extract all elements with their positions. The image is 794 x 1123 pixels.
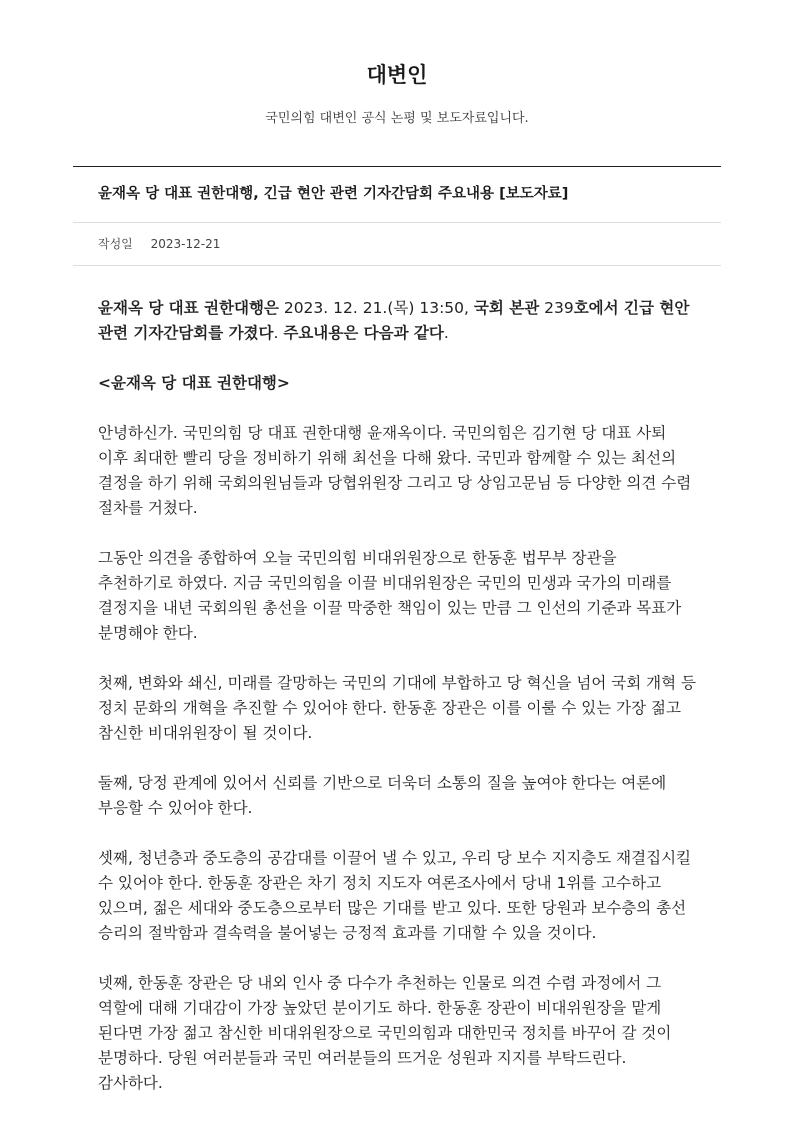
intro-bold-4: 주요내용은 다음과 같다 bbox=[283, 324, 444, 342]
site-header bbox=[0, 0, 794, 128]
site-description: 국민의힘 대변인 공식 논평 및 보도자료입니다. bbox=[265, 111, 529, 126]
intro-paragraph bbox=[98, 296, 696, 346]
body-paragraph: 셋째, 청년층과 중도층의 공감대를 이끌어 낼 수 있고, 우리 당 보수 지지층도 재결집시킬 수 있어야 한다. 한동훈 장관은 차기 정치 지도자 여론조사에서 당내 1위를 고수하고 있으며, 젊은 세대와 중도층으로부터 많은 기대를 받고 있다. 또한 당원과 보수층의 총선 승리의 절박함과 결속력을 불어넣는 긍정적 효과를 기대할 수 있을 것이다. bbox=[98, 849, 692, 942]
body-paragraph: 둘째, 당정 관계에 있어서 신뢰를 기반으로 더욱더 소통의 질을 높여야 한다는 여론에 부응할 수 있어야 한다. bbox=[98, 774, 667, 817]
date-label: 작성일 bbox=[98, 237, 133, 251]
body-paragraph: 넷째, 한동훈 장관은 당 내외 인사 중 다수가 추천하는 인물로 의견 수렴 과정에서 그 역할에 대해 기대감이 가장 높았던 분이기도 하다. 한동훈 장관이 비대위원장을 맡게 된다면 가장 젊고 참신한 비대위원장으로 국민의힘과 대한민국 정치를 바꾸어 갈 것이 분명하다. 당원 여러분들과 국민 여러분들의 뜨거운 성원과 지지를 부탁드린다. 감사하다. bbox=[98, 974, 672, 1092]
post-container bbox=[73, 166, 721, 1096]
post-date: 2023-12-21 bbox=[150, 237, 221, 251]
body-paragraph: 안녕하신가. 국민의힘 당 대표 권한대행 윤재옥이다. 국민의힘은 김기현 당 대표 사퇴 이후 최대한 빨리 당을 정비하기 위해 최선을 다해 왔다. 국민과 함께할 수 있는 최선의 결정을 하기 위해 국회의원님들과 당협위원장 그리고 당 상임고문님 등 다양한 의견 수렴 절차를 거쳤다. bbox=[98, 424, 692, 517]
intro-text-3: . bbox=[273, 324, 284, 342]
intro-bold-1: 윤재옥 당 대표 권한대행은 bbox=[98, 299, 279, 317]
section-heading-text: <윤재옥 당 대표 권한대행> bbox=[98, 374, 290, 392]
intro-text-4: . bbox=[443, 324, 449, 342]
post-meta bbox=[73, 223, 721, 266]
body-paragraph: 첫째, 변화와 쇄신, 미래를 갈망하는 국민의 기대에 부합하고 당 혁신을 넘어 국회 개혁 등 정치 문화의 개혁을 추진할 수 있어야 한다. 한동훈 장관은 이를 이룰 수 있는 가장 젊고 참신한 비대위원장이 될 것이다. bbox=[98, 674, 696, 742]
body-paragraph: 그동안 의견을 종합하여 오늘 국민의힘 비대위원장으로 한동훈 법무부 장관을 추천하기로 하였다. 지금 국민의힘을 이끌 비대위원장은 국민의 민생과 국가의 미래를 결정지을 내년 국회의원 총선을 이끌 막중한 책임이 있는 만큼 그 인선의 기준과 목표가 분명해야 한다. bbox=[98, 549, 682, 642]
site-title: 대변인 bbox=[366, 63, 428, 87]
intro-bold-3: 호에서 긴급 현안 관련 기자간담회를 가졌다 bbox=[98, 299, 690, 342]
intro-text-1: 2023. 12. 21.(목) 13:50, bbox=[278, 299, 474, 317]
intro-bold-2: 국회 본관 bbox=[473, 299, 540, 317]
post-title: 윤재옥 당 대표 권한대행, 긴급 현안 관련 기자간담회 주요내용 [보도자료] bbox=[73, 167, 721, 223]
intro-text-2: 239 bbox=[539, 299, 574, 317]
post-content bbox=[73, 266, 721, 1096]
section-heading bbox=[98, 371, 696, 396]
